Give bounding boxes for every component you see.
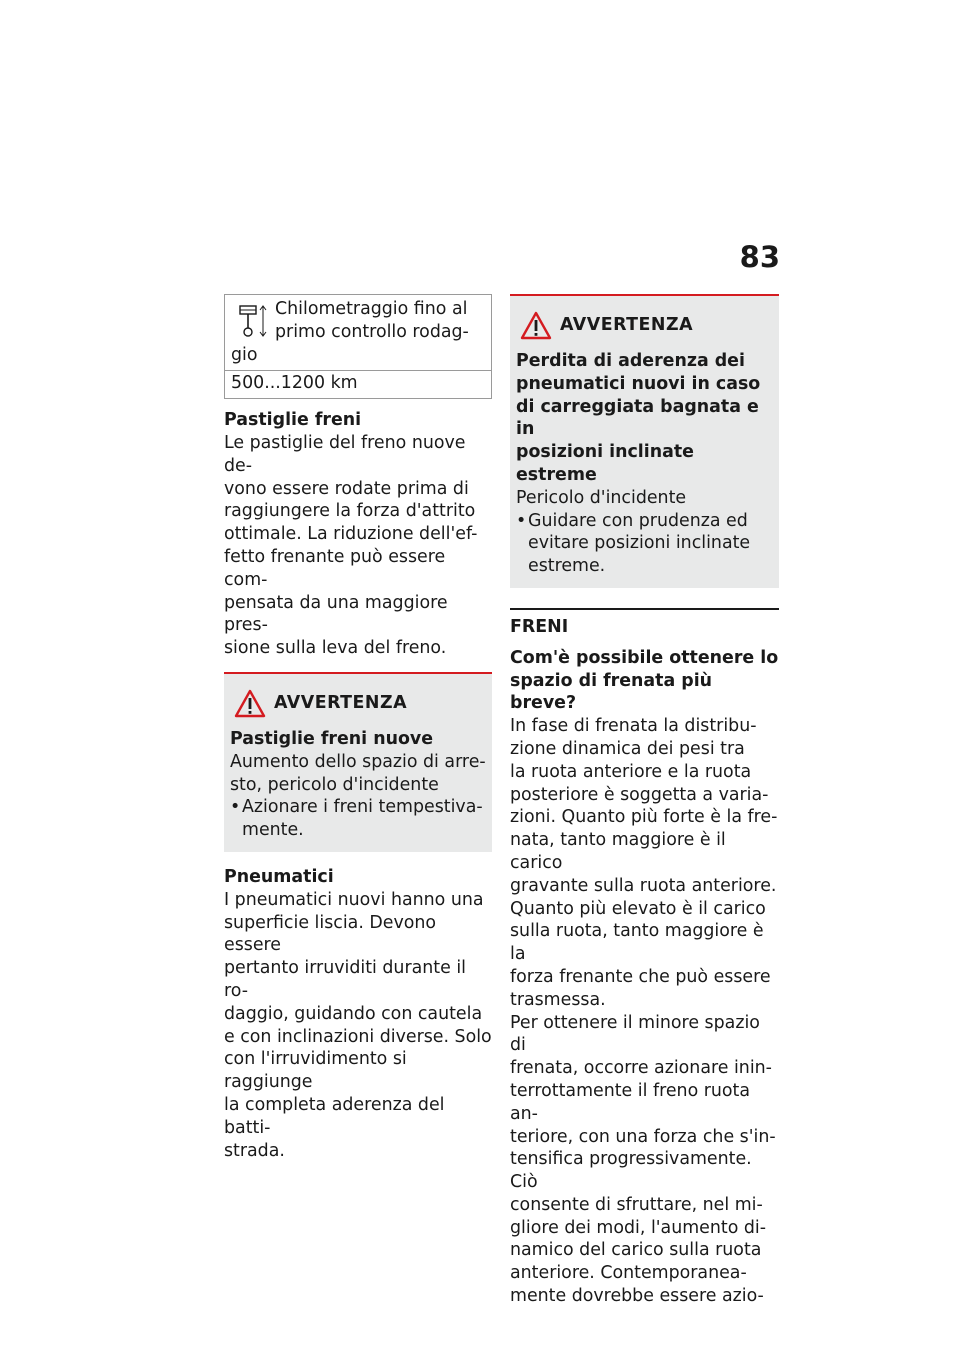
paragraph-line: gravante sulla ruota anteriore. (510, 875, 777, 896)
paragraph-line: sulla ruota, tanto maggiore è la (510, 921, 764, 965)
warning-triangle-icon (520, 311, 552, 340)
paragraph-line: Le pastiglie del freno nuove de- (224, 432, 466, 476)
paragraph-line: teriore, con una forza che s'in- (510, 1126, 776, 1147)
paragraph-line: superficie liscia. Devono essere (224, 912, 437, 956)
spec-label-line: gio (231, 344, 258, 365)
section-title: FRENI (510, 616, 569, 637)
spec-table (224, 294, 492, 399)
warning-desc-line: Aumento dello spazio di arre- (230, 751, 486, 772)
warning-desc-line: sto, pericolo d'incidente (230, 774, 439, 795)
paragraph-line: tensifica progressivamente. Ciò (510, 1149, 752, 1193)
warning-subtitle-line: pneumatici nuovi in caso (516, 373, 761, 394)
paragraph-line: frenata, occorre azionare inin- (510, 1058, 772, 1079)
paragraph-line: nata, tanto maggiore è il carico (510, 830, 726, 873)
paragraph-line: fetto frenante può essere com- (224, 546, 446, 590)
warning-title: AVVERTENZA (274, 692, 408, 713)
warning-triangle-icon (234, 689, 266, 718)
paragraph-line: forza frenante che può essere (510, 966, 771, 987)
paragraph-line: I pneumatici nuovi hanno una (224, 889, 484, 910)
spec-label-line: Chilometraggio fino al (275, 299, 468, 319)
brake-pads-heading: Pastiglie freni (224, 410, 362, 431)
paragraph-line: sione sulla leva del freno. (224, 638, 447, 659)
warning-bullet (516, 510, 773, 578)
piston-gauge-icon (237, 304, 267, 338)
paragraph-line: con l'irruvidimento si raggiunge (224, 1049, 407, 1093)
warning-title: AVVERTENZA (560, 315, 694, 335)
warning-header (230, 684, 486, 728)
bullet-dot: • (230, 797, 241, 818)
paragraph-line: Quanto più elevato è il carico (510, 898, 766, 919)
paragraph-line: strada. (224, 1140, 285, 1161)
warning-desc: Pericolo d'incidente (516, 487, 687, 508)
bullet-line: Azionare i freni tempestiva- (242, 797, 483, 818)
spec-label-line: primo controllo rodag- (275, 321, 469, 342)
paragraph-line: la ruota anteriore e la ruota (510, 761, 752, 782)
warning-subtitle-line: posizioni inclinate estreme (516, 442, 694, 485)
paragraph-line: In fase di frenata la distribu- (510, 716, 757, 737)
paragraph-line: consente di sfruttare, nel mi- (510, 1194, 763, 1215)
bullet-line: estreme. (528, 556, 606, 577)
paragraph-line: zione dinamica dei pesi tra (510, 738, 745, 759)
left-column (224, 294, 492, 1162)
spec-value-row (225, 370, 491, 398)
brakes-section (510, 608, 779, 1308)
warning-subtitle-line: di carreggiata bagnata e in (516, 396, 759, 440)
paragraph-line: Per ottenere il minore spazio di (510, 1012, 760, 1056)
paragraph-line: trasmessa. (510, 989, 606, 1010)
paragraph-line: namico del carico sulla ruota (510, 1240, 762, 1261)
bullet-line: Guidare con prudenza ed (528, 510, 748, 531)
bullet-line: mente. (242, 820, 304, 841)
paragraph-line: posteriore è soggetta a varia- (510, 784, 769, 805)
bullet-line: evitare posizioni inclinate (528, 533, 751, 554)
right-column (510, 294, 779, 1308)
paragraph-line: pensata da una maggiore pres- (224, 592, 448, 636)
question-line: spazio di frenata più breve? (510, 670, 713, 714)
tyres-section (224, 866, 492, 1162)
warning-box-brake-pads (224, 672, 492, 852)
paragraph-line: daggio, guidando con cautela (224, 1003, 483, 1024)
paragraph-line: la completa aderenza del batti- (224, 1094, 445, 1138)
warning-header (516, 306, 773, 350)
tyres-heading: Pneumatici (224, 866, 334, 887)
paragraph-line: raggiungere la forza d'attrito (224, 501, 476, 522)
bullet-dot: • (516, 510, 527, 531)
question-line: Com'è possibile ottenere lo (510, 647, 779, 668)
warning-box-tyres (510, 294, 779, 588)
warning-subtitle-line: Perdita di aderenza dei (516, 351, 745, 371)
paragraph-line: e con inclinazioni diverse. Solo (224, 1026, 492, 1047)
warning-subtitle: Pastiglie freni nuove (230, 728, 434, 749)
page-number: 83 (739, 240, 780, 274)
paragraph-line: pertanto irruviditi durante il ro- (224, 958, 466, 1001)
paragraph-line: gliore dei modi, l'aumento di- (510, 1217, 767, 1238)
paragraph-line: terrottamente il freno ruota an- (510, 1080, 751, 1124)
paragraph-line: ottimale. La riduzione dell'ef- (224, 524, 478, 545)
warning-bullet (230, 796, 486, 842)
paragraph-line: mente dovrebbe essere azio- (510, 1286, 764, 1307)
paragraph-line: zioni. Quanto più forte è la fre- (510, 807, 778, 828)
paragraph-line: anteriore. Contemporanea- (510, 1263, 747, 1284)
spec-header (225, 295, 491, 370)
spec-value: 500...1200 km (231, 373, 358, 394)
paragraph-line: vono essere rodate prima di (224, 478, 469, 499)
brake-pads-section (224, 409, 492, 660)
